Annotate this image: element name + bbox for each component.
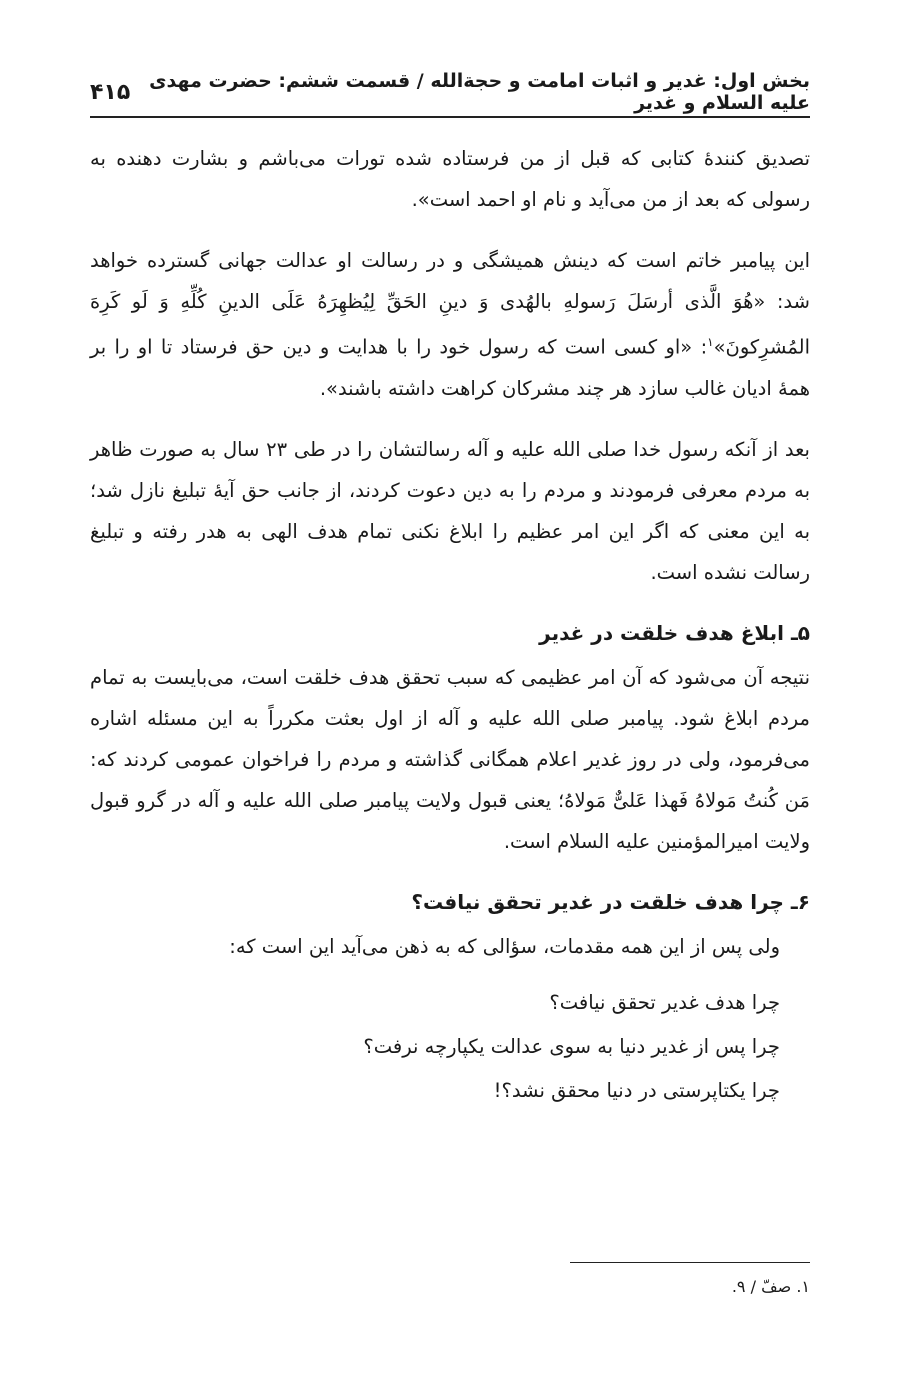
- question-item: چرا یکتاپرستی در دنیا محقق نشد؟!: [493, 1078, 780, 1102]
- page-number: ۴۱۵: [90, 79, 131, 105]
- question-item: چرا هدف غدیر تحقق نیافت؟: [549, 990, 780, 1014]
- paragraph-verse: [90, 240, 810, 409]
- question-list: [90, 981, 810, 1113]
- section-5-title: ۵ـ ابلاغ هدف خلقت در غدیر: [539, 620, 810, 645]
- running-header: [90, 68, 810, 118]
- body-text: [90, 138, 810, 1113]
- footnote-marker: ۱: [707, 335, 714, 349]
- paragraph: بعد از آنکه رسول خدا صلی الله علیه و آله رسالتشان را در طی ۲۳ سال به صورت ظاهر به مردم معرفی فرمودند و مردم را به دین دعوت کردند، از جانب حق آیهٔ تبلیغ نازل شد؛ به این معنی که اگر این امر عظیم را ابلاغ نکنی تمام هدف الهی به هدر رفته و تبلیغ رسالت نشده است.: [90, 437, 810, 584]
- section-5-text: نتیجه آن می‌شود که آن امر عظیمی که سبب تحقق هدف خلقت است، می‌بایست به تمام مردم ابلاغ شود. پیامبر صلی الله علیه و آله از اول بعثت مکرراً به این مسئله اشاره می‌فرمود، ولی در روز غدیر اعلام همگانی گذاشته و مردم را فراخوان عمومی کردند که: مَن کُنتُ مَولاهُ فَهذا عَلیٌّ مَولاهُ؛ یعنی قبول ولایت پیامبر صلی الله علیه و آله در گرو قبول ولایت امیرالمؤمنین علیه السلام است.: [90, 665, 810, 853]
- footnote: ۱. صفّ / ۹.: [731, 1277, 810, 1296]
- question-item: چرا پس از غدیر دنیا به سوی عدالت یکپارچه نرفت؟: [363, 1034, 780, 1058]
- paragraph: تصدیق کنندهٔ کتابی که قبل از من فرستاده شده تورات می‌باشم و بشارت دهنده به رسولی که بعد از من می‌آید و نام او احمد است».: [90, 147, 810, 211]
- book-page: [90, 0, 810, 1390]
- verse-translation: : «او کسی است که رسول خود را با هدایت و دین حق فرستاد تا او را بر همهٔ ادیان غالب سازد هر چند مشرکان کراهت داشته باشند».: [90, 335, 810, 400]
- footnote-divider: [570, 1262, 810, 1263]
- verse-text: این پیامبر خاتم است که دینش همیشگی و در رسالت او عدالت جهانی گسترده خواهد شد: «هُوَ الَّذی أرسَلَ رَسولهِ بالهُدی وَ دینِ الحَقِّ لِیُظهِرَهُ عَلَی الدینِ کُلِّهِ وَ لَو کَرِهَ المُشرِکونَ»: [90, 249, 810, 359]
- section-6-intro: ولی پس از این همه مقدمات، سؤالی که به ذهن می‌آید این است که:: [229, 934, 780, 958]
- section-6-title: ۶ـ چرا هدف خلقت در غدیر تحقق نیافت؟: [411, 889, 810, 914]
- header-title: بخش اول: غدیر و اثبات امامت و حجة‌الله / قسمت ششم: حضرت مهدی علیه السلام و غدیر: [149, 70, 810, 114]
